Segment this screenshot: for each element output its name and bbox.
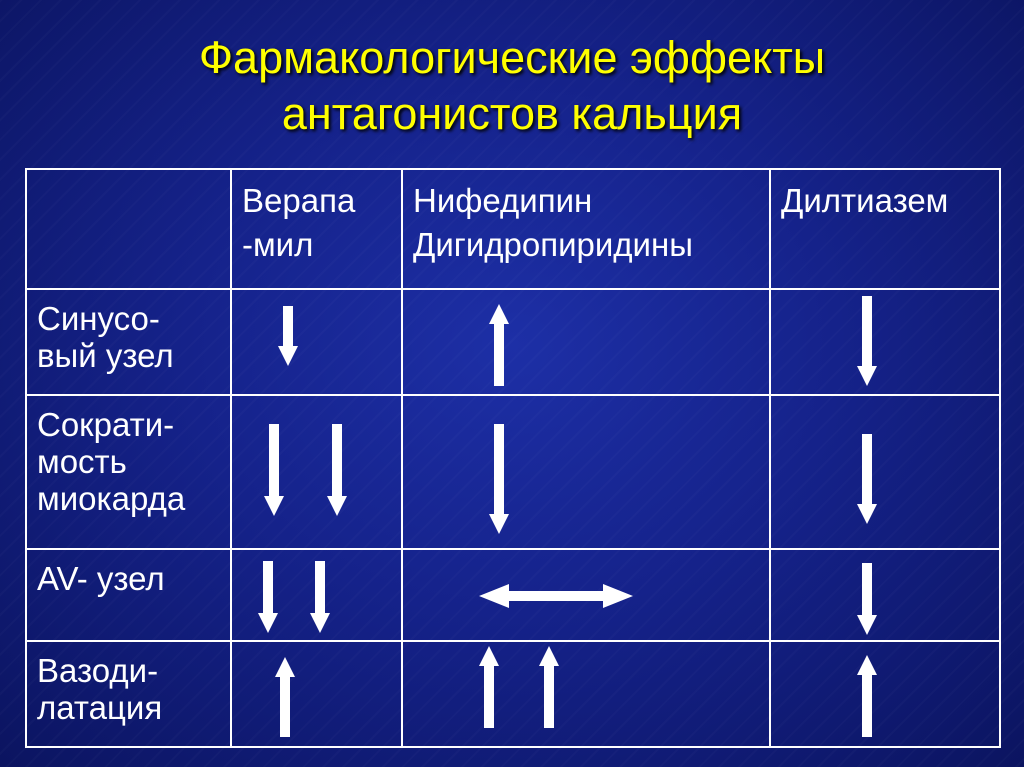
arrow-down-icon xyxy=(855,563,879,635)
effect-cell xyxy=(770,549,1000,641)
header-diltiazem-line-1: Дилтиазем xyxy=(781,182,949,219)
header-nifedipine-line-2: Дигидропиридины xyxy=(413,226,693,263)
row-label-line: миокарда xyxy=(37,480,186,517)
effect-cell xyxy=(231,549,402,641)
effects-table xyxy=(25,168,1001,748)
header-verapamil-line-2: -мил xyxy=(242,226,314,263)
header-cell-nifedipine xyxy=(402,169,770,289)
effect-cell xyxy=(402,549,770,641)
effect-cell xyxy=(770,641,1000,747)
arrow-up-icon xyxy=(273,657,297,737)
row-label-line: Синусо- xyxy=(37,300,160,337)
header-nifedipine-line-1: Нифедипин xyxy=(413,182,593,219)
header-verapamil-line-1: Верапа xyxy=(242,182,356,219)
arrow-up-icon xyxy=(537,646,561,728)
title-line-2: антагонистов кальция xyxy=(281,88,743,139)
row-label-line: вый узел xyxy=(37,337,174,374)
effect-cell xyxy=(402,395,770,549)
row-label-cell xyxy=(26,549,231,641)
arrow-down-icon xyxy=(855,296,879,386)
arrow-down-icon xyxy=(487,424,511,534)
row-label-line: Сократи- xyxy=(37,406,175,443)
row-label-cell xyxy=(26,641,231,747)
arrow-down-icon xyxy=(256,561,280,633)
row-label-line: латация xyxy=(37,689,163,726)
arrow-left-right-icon xyxy=(479,583,633,609)
arrow-up-icon xyxy=(487,304,511,386)
row-label-line: мость xyxy=(37,443,127,480)
arrow-down-icon xyxy=(308,561,332,633)
effect-cell xyxy=(231,289,402,395)
header-cell-verapamil xyxy=(231,169,402,289)
row-label-cell xyxy=(26,395,231,549)
header-empty-cell xyxy=(26,169,231,289)
arrow-up-icon xyxy=(855,655,879,737)
slide-title xyxy=(0,30,1024,142)
table-header-row xyxy=(26,169,1000,289)
table-row xyxy=(26,641,1000,747)
effect-cell xyxy=(770,289,1000,395)
table-row xyxy=(26,549,1000,641)
effect-cell xyxy=(770,395,1000,549)
arrow-down-icon xyxy=(262,424,286,516)
table-row xyxy=(26,289,1000,395)
effect-cell xyxy=(231,641,402,747)
row-label-line: AV- узел xyxy=(37,560,165,597)
effect-cell xyxy=(402,641,770,747)
title-line-1: Фармакологические эффекты xyxy=(198,32,826,83)
effect-cell xyxy=(231,395,402,549)
effect-cell xyxy=(402,289,770,395)
row-label-cell xyxy=(26,289,231,395)
arrow-up-icon xyxy=(477,646,501,728)
arrow-down-icon xyxy=(325,424,349,516)
arrow-down-icon xyxy=(276,306,300,366)
row-label-line: Вазоди- xyxy=(37,652,159,689)
table-row xyxy=(26,395,1000,549)
arrow-down-icon xyxy=(855,434,879,524)
header-cell-diltiazem xyxy=(770,169,1000,289)
